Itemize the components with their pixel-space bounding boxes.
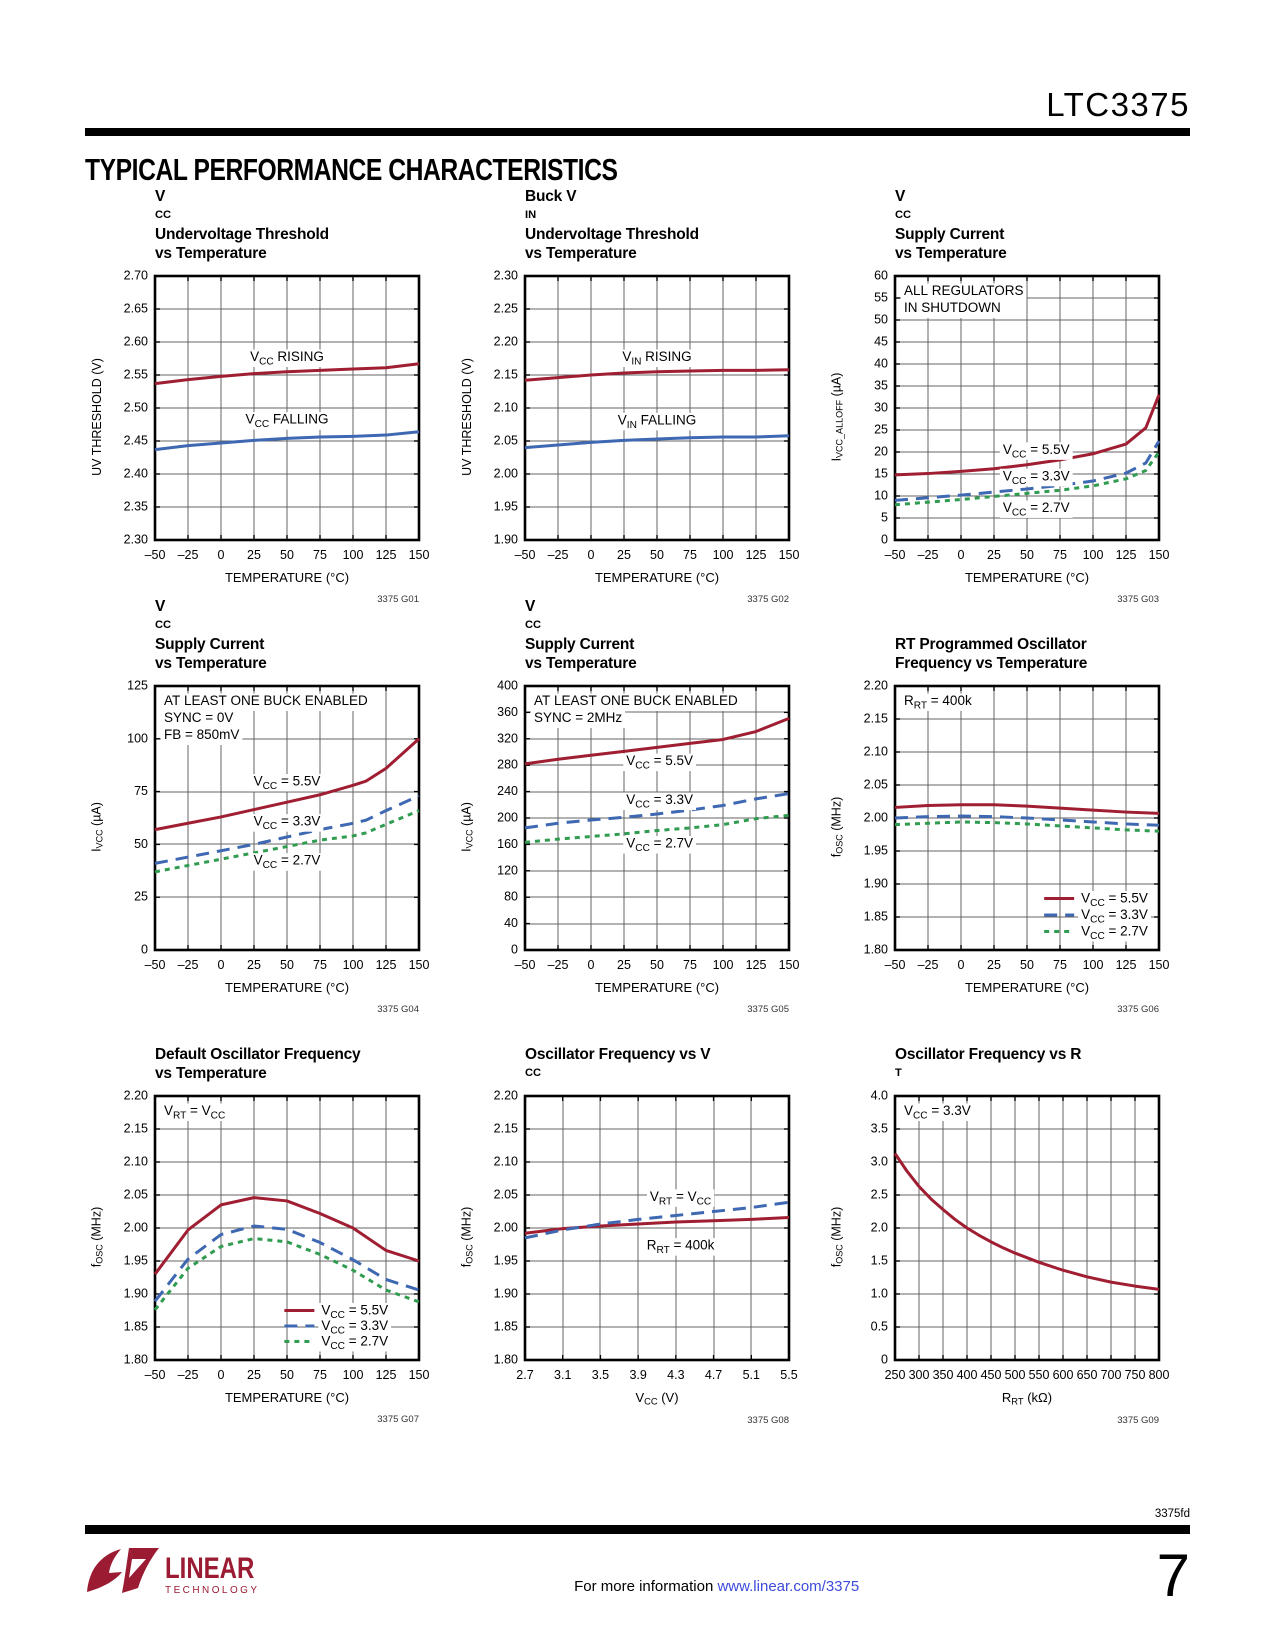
y-axis-label: $f_{OSC}$ (MHz) [829, 796, 845, 858]
chart-id: 3375 G06 [1117, 1004, 1159, 1015]
chart-id: 3375 G04 [377, 1004, 419, 1015]
chart-canvas [109, 1087, 431, 1389]
x-axis-label: TEMPERATURE (°C) [964, 980, 1090, 995]
chart-id: 3375 G05 [747, 1004, 789, 1015]
page-header [85, 0, 1190, 121]
chart-title: V CC Supply Current vs Temperature [895, 188, 1007, 262]
chart-title: V CC Supply Current vs Temperature [155, 598, 267, 672]
chart-title: RT Programmed Oscillator Frequency vs Temperature [895, 636, 1088, 672]
chart-title: V CC Supply Current vs Temperature [525, 598, 637, 672]
y-axis-label: $f_{OSC}$ (MHz) [829, 1206, 845, 1268]
plot-area [825, 677, 1171, 979]
plot-area [455, 677, 801, 979]
x-axis-label: $R_{RT}$ (kΩ) [1001, 1390, 1053, 1407]
chart-id: 3375 G03 [1117, 594, 1159, 605]
chart-title: Buck V IN Undervoltage Threshold vs Temperature [525, 188, 699, 262]
plot-area [455, 267, 801, 569]
chart-g06 [825, 627, 1171, 1015]
chart-g03 [825, 188, 1171, 605]
page-number: 7 [1156, 1542, 1190, 1609]
chart-id: 3375 G01 [377, 594, 419, 605]
logo-brand-text: LINEAR [165, 1552, 255, 1585]
plot-area [85, 1087, 431, 1389]
chart-title: V CC Undervoltage Threshold vs Temperature [155, 188, 329, 262]
chart-canvas [849, 267, 1171, 569]
chart-id: 3375 G09 [1117, 1415, 1159, 1427]
plot-area [455, 1087, 801, 1389]
chart-canvas [109, 677, 431, 979]
x-axis-label: TEMPERATURE (°C) [224, 980, 350, 995]
chart-canvas [479, 267, 801, 569]
chart-id: 3375 G07 [377, 1414, 419, 1425]
chart-id: 3375 G08 [747, 1415, 789, 1427]
chart-title: Oscillator Frequency vs R T [895, 1046, 1082, 1079]
plot-area [85, 267, 431, 569]
linear-technology-logo [85, 1544, 277, 1596]
chart-g02 [455, 188, 801, 605]
footer-link[interactable]: www.linear.com/3375 [717, 1578, 860, 1595]
chart-canvas [109, 267, 431, 569]
y-axis-label: UV THRESHOLD (V) [90, 358, 104, 476]
plot-area [825, 1087, 1171, 1389]
chart-title: Default Oscillator Frequency vs Temperature [155, 1046, 361, 1082]
chart-g09 [825, 1037, 1171, 1426]
footer-doc-id: 3375fd [1154, 1508, 1190, 1520]
chart-g01 [85, 188, 431, 605]
section-title: TYPICAL PERFORMANCE CHARACTERISTICS [85, 154, 618, 188]
x-axis-label: TEMPERATURE (°C) [594, 570, 720, 585]
chart-g07 [85, 1037, 431, 1426]
y-axis-label: $I_{VCC}$ (µA) [459, 802, 475, 852]
charts-grid [85, 188, 1190, 1427]
part-number: LTC3375 [1046, 86, 1190, 123]
footer-info-text: For more information [574, 1578, 714, 1595]
y-axis-label: UV THRESHOLD (V) [460, 358, 474, 476]
x-axis-label: TEMPERATURE (°C) [224, 1390, 350, 1405]
x-axis-label: TEMPERATURE (°C) [224, 570, 350, 585]
chart-canvas [849, 1087, 1171, 1389]
x-axis-label: TEMPERATURE (°C) [594, 980, 720, 995]
chart-canvas [479, 1087, 801, 1389]
y-axis-label: $f_{OSC}$ (MHz) [89, 1206, 105, 1268]
logo-sub-text: TECHNOLOGY [165, 1584, 260, 1596]
x-axis-label: $V_{CC}$ (V) [635, 1390, 679, 1407]
footer-rule [85, 1525, 1190, 1534]
y-axis-label: $f_{OSC}$ (MHz) [459, 1206, 475, 1268]
lt-logo-icon [85, 1544, 161, 1596]
chart-canvas [849, 677, 1171, 979]
y-axis-label: $I_{VCC\_ALLOFF}$ (µA) [829, 372, 845, 462]
chart-title: Oscillator Frequency vs V CC [525, 1046, 711, 1079]
chart-canvas [479, 677, 801, 979]
y-axis-label: $I_{VCC}$ (µA) [89, 802, 105, 852]
plot-area [825, 267, 1171, 569]
footer-info [277, 1578, 1157, 1595]
header-rule [85, 128, 1190, 136]
chart-id: 3375 G02 [747, 594, 789, 605]
x-axis-label: TEMPERATURE (°C) [964, 570, 1090, 585]
chart-g08 [455, 1037, 801, 1426]
plot-area [85, 677, 431, 979]
page-footer [85, 1508, 1190, 1609]
